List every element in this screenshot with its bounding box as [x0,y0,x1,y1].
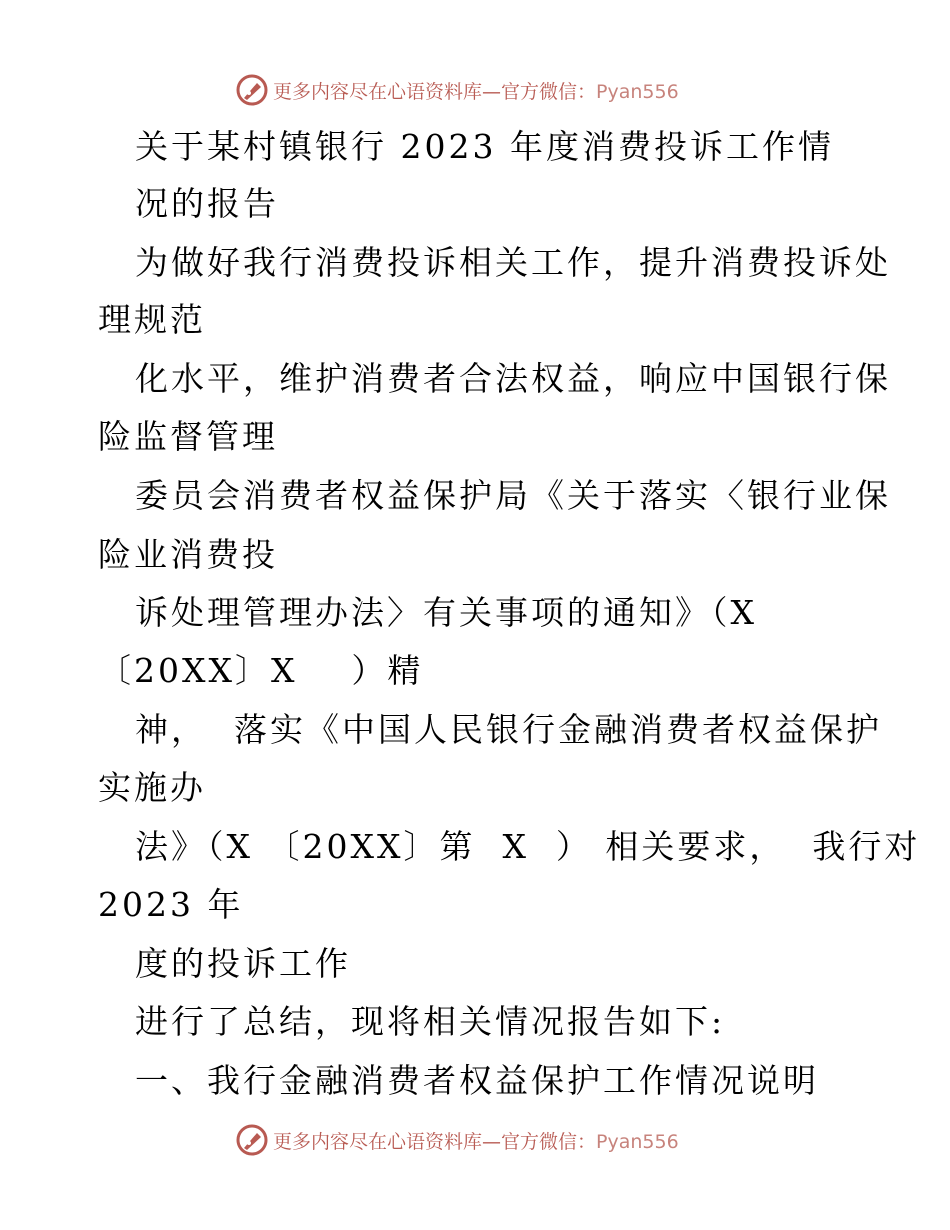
paragraph-line: 实施办 [98,768,206,807]
watermark-text: 更多内容尽在心语资料库—官方微信：Pyan556 [273,1130,679,1153]
title-line-2: 况的报告 [135,184,279,223]
paragraph-line: 〔20XX〕X ）精 [98,651,424,690]
paragraph-line: 险监督管理 [98,417,278,456]
paragraph-line: 度的投诉工作 [135,944,351,983]
pen-nib-logo-icon [235,1123,269,1157]
paragraph-line: 法》（X 〔20XX〕第 X ） 相关要求， 我行对 [135,827,921,866]
watermark-banner-top [0,70,950,110]
watermark-text: 更多内容尽在心语资料库—官方微信：Pyan556 [273,80,679,103]
paragraph-line: 委员会消费者权益保护局《关于落实〈银行业保 [135,476,891,515]
paragraph-line: 2023 年 [98,885,244,924]
paragraph-line: 险业消费投 [98,535,278,574]
watermark-content [235,70,679,110]
paragraph-line: 诉处理管理办法〉有关事项的通知》（X [135,593,757,632]
paragraph-line: 化水平，维护消费者合法权益，响应中国银行保 [135,359,891,398]
paragraph-line: 为做好我行消费投诉相关工作，提升消费投诉处 [135,243,891,282]
section-heading: 一、我行金融消费者权益保护工作情况说明 [135,1061,819,1100]
title-line-1: 关于某村镇银行 2023 年度消费投诉工作情 [135,127,834,166]
watermark-content [235,1120,679,1160]
paragraph-line: 神， 落实《中国人民银行金融消费者权益保护 [135,710,882,749]
pen-nib-logo-icon [235,73,269,107]
watermark-banner-bottom [0,1120,950,1160]
paragraph-line: 理规范 [98,300,206,339]
paragraph-line: 进行了总结，现将相关情况报告如下: [135,1002,726,1041]
